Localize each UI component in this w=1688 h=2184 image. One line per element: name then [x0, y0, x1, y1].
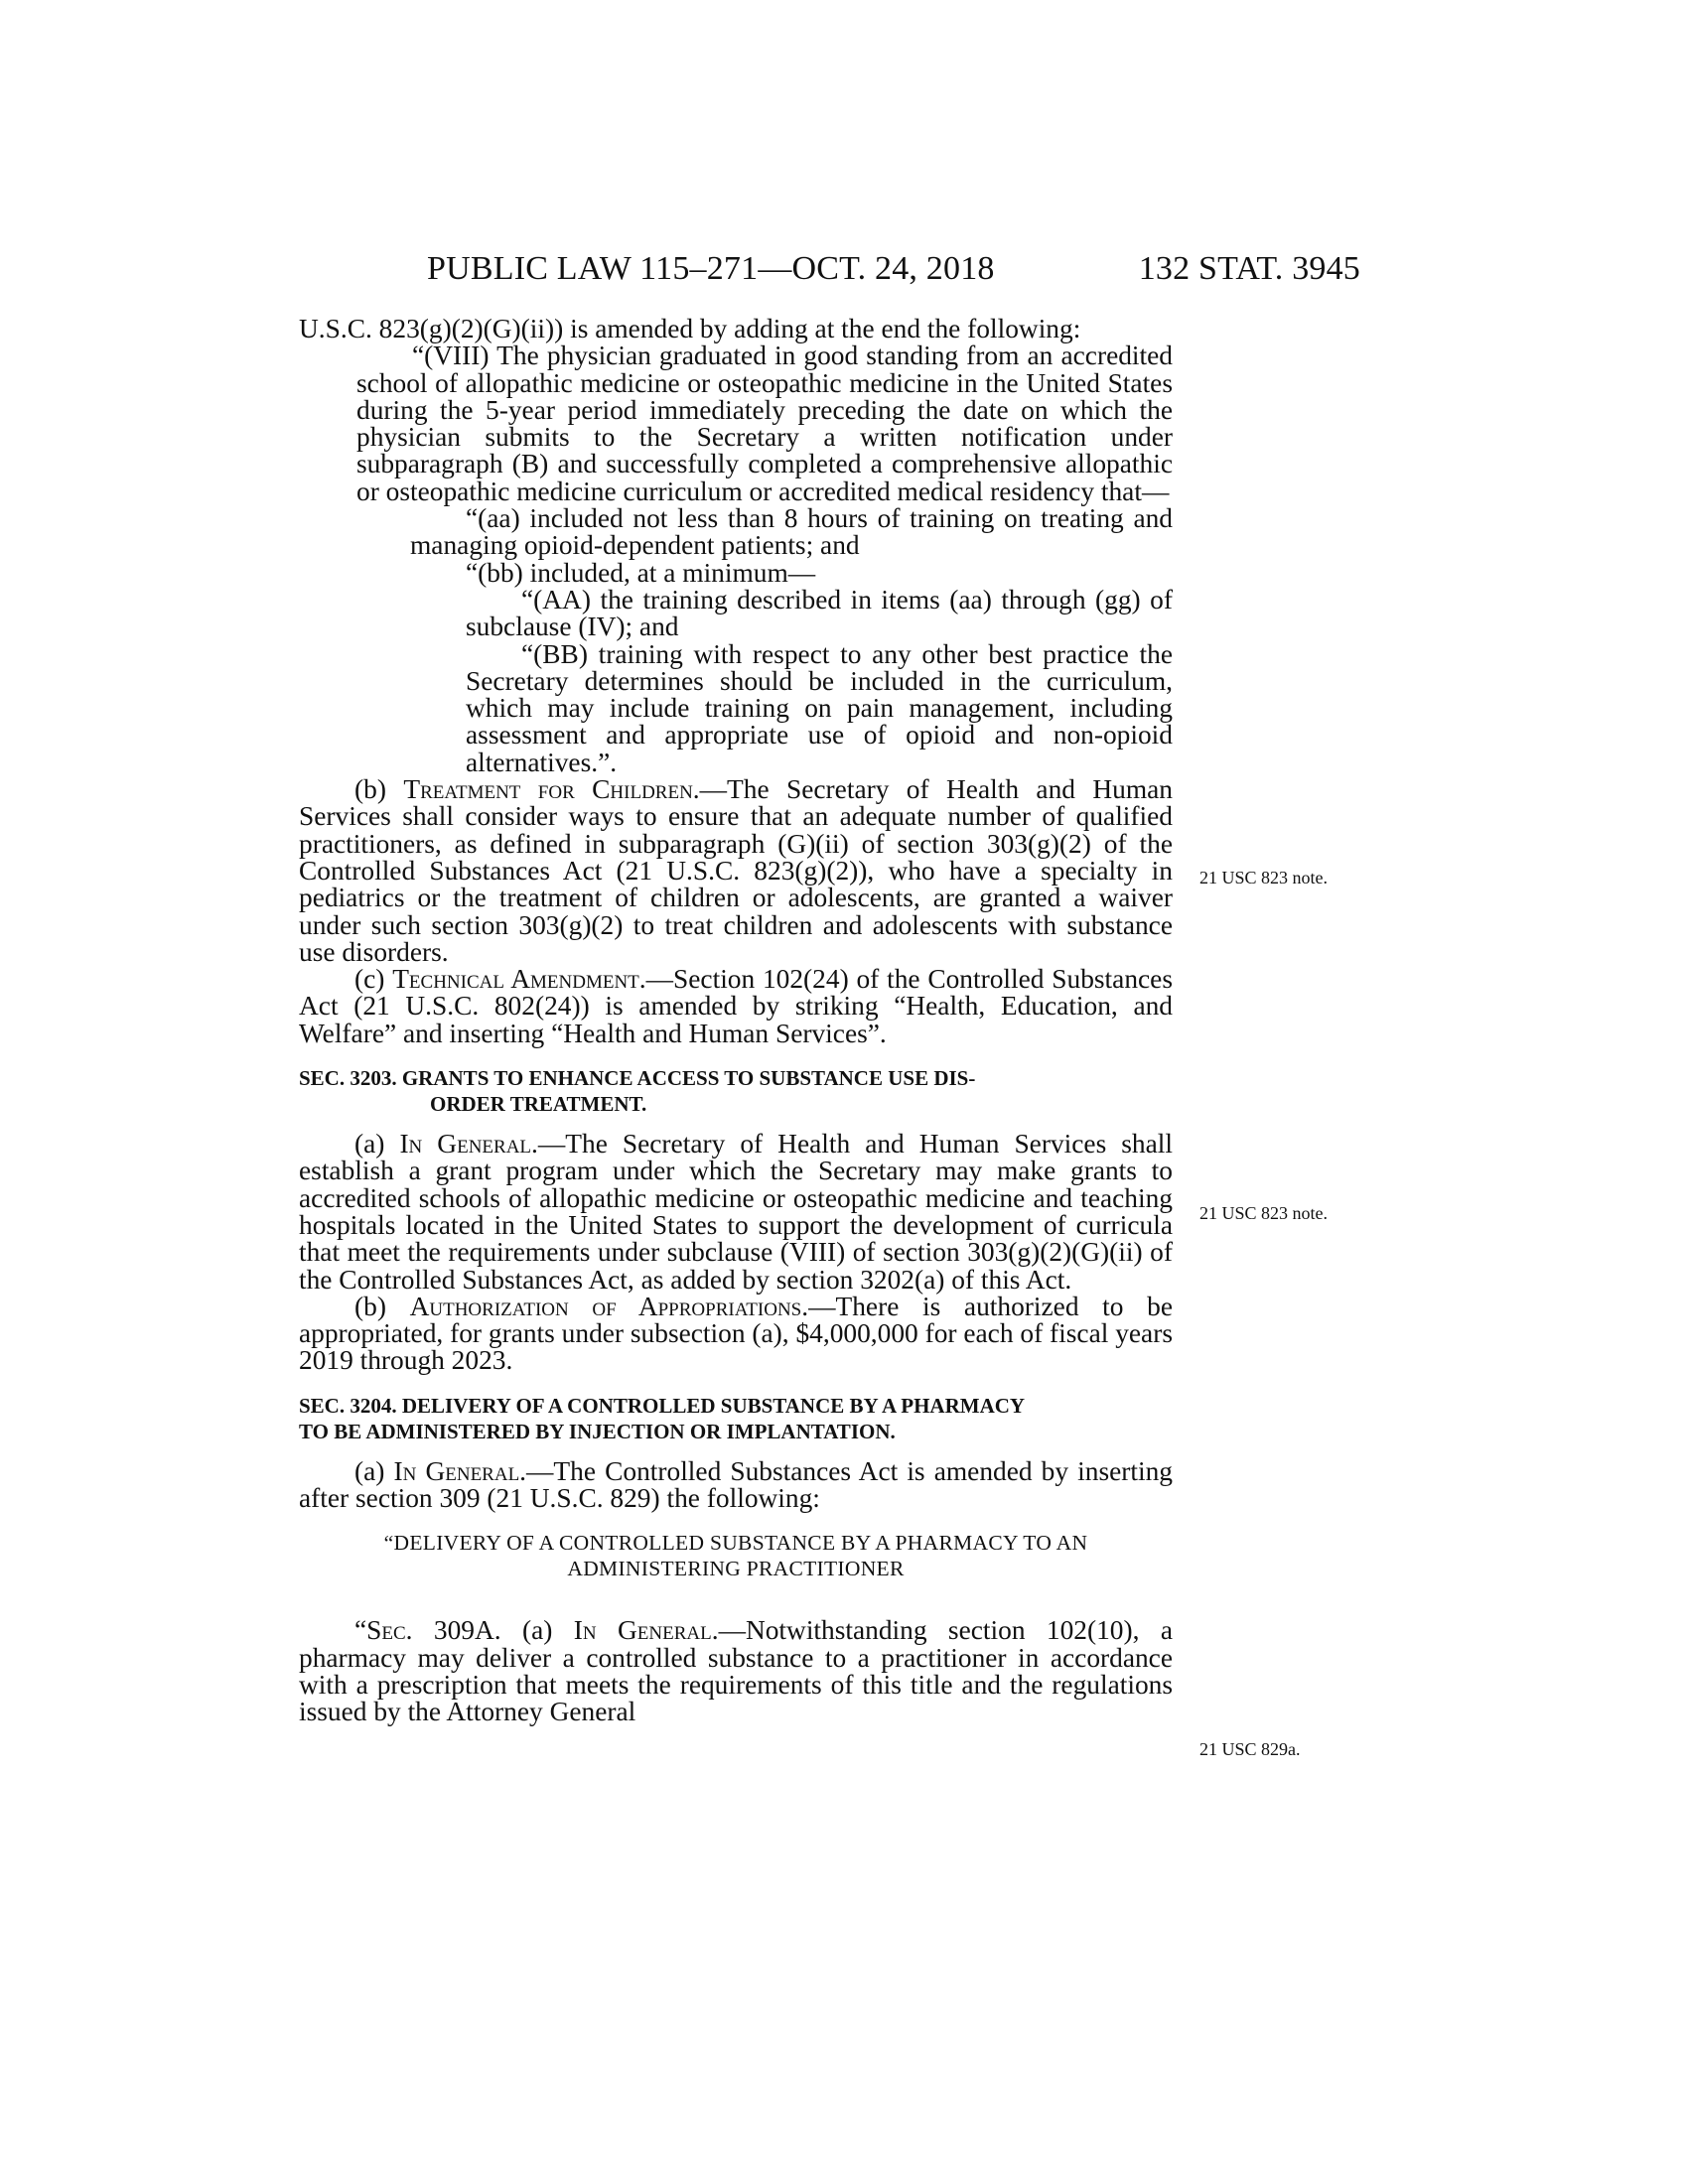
item-aa: “(aa) included not less than 8 hours of training on treating and managing opioid-dependent patients; and — [410, 503, 1173, 561]
subsection-label: (a) — [354, 1129, 400, 1160]
subsection-heading: Authorization of Appropriations. — [409, 1291, 809, 1321]
subitem-AA: “(AA) the training described in items (aa) through (gg) of subclause (IV); and — [466, 584, 1173, 642]
subsection-text: —Notwithstanding section 102(10), a pharmacy may deliver a controlled substance to a practitioner in accordance with a prescription that meets the requirements of this title and the regulations issued by the Attorney General — [299, 1615, 1173, 1727]
section-abbrev: Sec. — [366, 1615, 413, 1646]
page-body — [299, 316, 1173, 1725]
section-3203-heading — [299, 1065, 1173, 1117]
subsection-heading: In General. — [399, 1129, 538, 1160]
margin-note: 21 USC 823 note. — [1199, 1203, 1329, 1223]
subsection-text: —There is authorized to be appropriated, for grants under subsection (a), $4,000,000 for each of fiscal years 2019 through 2023. — [299, 1291, 1173, 1376]
centered-heading-line: “DELIVERY OF A CONTROLLED SUBSTANCE BY A PHARMACY TO AN — [383, 1531, 1088, 1556]
quote-mark: “ — [354, 1615, 367, 1646]
subsection-label: (a) — [354, 1455, 394, 1486]
subsection-heading: Treatment for Children. — [403, 774, 700, 805]
subitem-BB: “(BB) training with respect to any other best practice the Secretary determines should be included in the curriculum, which may include training on pain management, including assessment and appropriate use of opioid and non-opioid alternatives.”. — [466, 638, 1173, 777]
centered-heading-line: ADMINISTERING PRACTITIONER — [567, 1557, 905, 1581]
section-heading-line: SEC. 3204. DELIVERY OF A CONTROLLED SUBSTANCE BY A PHARMACY — [299, 1393, 1026, 1418]
subsection-text: —The Controlled Substances Act is amended by inserting after section 309 (21 U.S.C. 829) the following: — [299, 1455, 1174, 1513]
section-heading-line: ORDER TREATMENT. — [430, 1092, 647, 1117]
running-header-stat-page: 132 STAT. 3945 — [1138, 250, 1360, 287]
inserted-section-heading — [299, 1530, 1173, 1581]
subsection-b-treatment-for-children — [299, 776, 1173, 966]
subsection-heading: In General. — [393, 1455, 527, 1486]
subsection-c-technical-amendment — [299, 966, 1173, 1047]
section-3204-heading — [299, 1393, 1173, 1444]
subsection-text: —The Secretary of Health and Human Services shall establish a grant program under which the Secretary may make grants to accredited schools of allopathic medicine or osteopathic medicine and teaching hospitals located in the United States to support the development of curricula that meet the requirements under subclause (VIII) of section 303(g)(2)(G)(ii) of the Controlled Substances Act, as added by section 3202(a) of this Act. — [299, 1129, 1173, 1295]
section-309a-subsection-a — [299, 1617, 1173, 1725]
subsection-text: —The Secretary of Health and Human Services shall consider ways to ensure that an adequate number of qualified practitioners, as defined in subparagraph (G)(ii) of section 303(g)(2) of the Controlled Substances Act (21 U.S.C. 823(g)(2)), who have a specialty in pediatrics or the treatment of children or adolescents, are granted a waiver under such section 303(g)(2) to treat children and adolescents with substance use disorders. — [299, 774, 1173, 967]
subsection-text: —Section 102(24) of the Controlled Substances Act (21 U.S.C. 802(24)) is amended by striking “Health, Education, and Welfare” and inserting “Health and Human Services”. — [299, 964, 1173, 1048]
section-3203-subsection-a — [299, 1131, 1173, 1294]
section-heading-line: SEC. 3203. GRANTS TO ENHANCE ACCESS TO SUBSTANCE USE DIS- — [299, 1066, 976, 1091]
margin-note: 21 USC 823 note. — [1199, 868, 1329, 887]
section-number: 309A. (a) — [412, 1615, 574, 1646]
section-3204-subsection-a — [299, 1455, 1174, 1513]
subclause-viii: “(VIII) The physician graduated in good standing from an accredited school of allopathic medicine or osteopathic medicine in the United States during the 5-year period immediately preceding the date on which the physician submits to the Secretary a written notification under subparagraph (B) and successfully completed a comprehensive allopathic or osteopathic medicine curriculum or accredited medical residency that— — [356, 341, 1173, 506]
subsection-label: (c) — [354, 964, 393, 995]
item-bb: “(bb) included, at a minimum— — [466, 557, 816, 588]
running-header-title: PUBLIC LAW 115–271—OCT. 24, 2018 — [427, 250, 995, 287]
subsection-heading: In General. — [573, 1615, 719, 1646]
subsection-label: (b) — [354, 774, 404, 805]
intro-paragraph: U.S.C. 823(g)(2)(G)(ii)) is amended by adding at the end the following: — [299, 314, 1081, 343]
subsection-label: (b) — [354, 1291, 410, 1321]
subsection-heading: Technical Amendment. — [392, 964, 646, 995]
section-3203-subsection-b — [299, 1291, 1173, 1376]
margin-note: 21 USC 829a. — [1199, 1739, 1301, 1759]
section-heading-line: TO BE ADMINISTERED BY INJECTION OR IMPLANTATION. — [299, 1419, 896, 1443]
